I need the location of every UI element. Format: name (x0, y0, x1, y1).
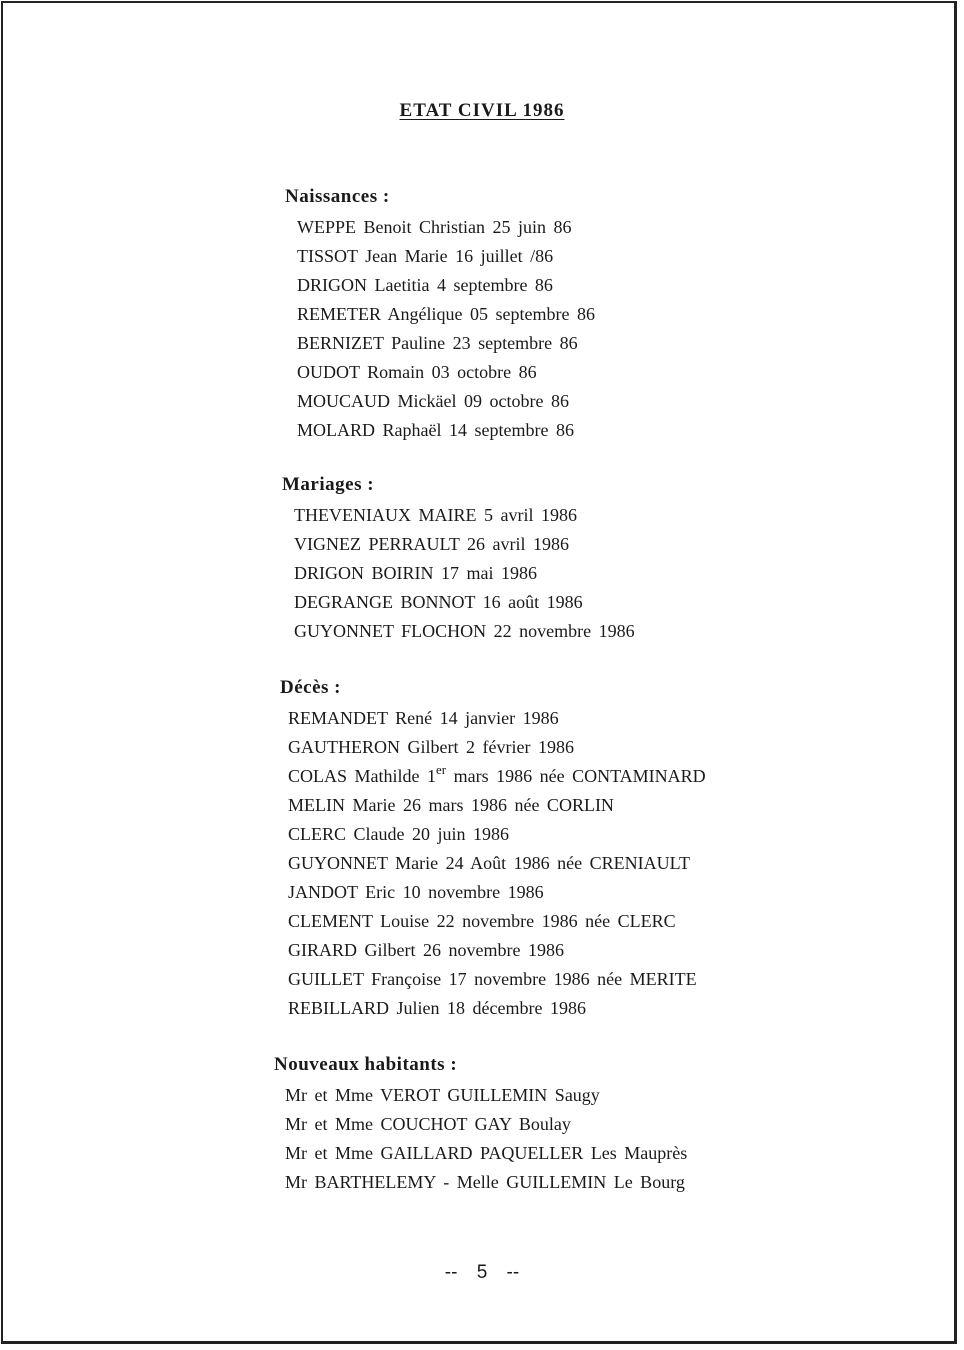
section-mariages (282, 474, 635, 646)
marriage-entry: DRIGON BOIRIN 17 mai 1986 (294, 563, 537, 583)
death-entry: GUYONNET Marie 24 Août 1986 née CRENIAULT (288, 853, 690, 873)
resident-entry: Mr et Mme GAILLARD PAQUELLER Les Mauprès (285, 1143, 688, 1163)
entries-mariages (282, 501, 635, 646)
birth-entry: WEPPE Benoit Christian 25 juin 86 (297, 217, 572, 237)
marriage-entry: GUYONNET FLOCHON 22 novembre 1986 (294, 621, 635, 641)
resident-entry: Mr BARTHELEMY - Melle GUILLEMIN Le Bourg (285, 1172, 685, 1192)
section-heading-deces: Décès : (280, 677, 341, 698)
marriage-entry: THEVENIAUX MAIRE 5 avril 1986 (294, 505, 577, 525)
death-entry: CLERC Claude 20 juin 1986 (288, 824, 509, 844)
entries-deces (280, 704, 706, 1023)
resident-entry: Mr et Mme COUCHOT GAY Boulay (285, 1114, 571, 1134)
birth-entry: MOUCAUD Mickäel 09 octobre 86 (297, 391, 569, 411)
death-entry (288, 762, 706, 791)
death-entry: GIRARD Gilbert 26 novembre 1986 (288, 940, 564, 960)
death-entry: GUILLET Françoise 17 novembre 1986 née MERITE (288, 969, 697, 989)
section-heading-naissances: Naissances : (285, 186, 390, 207)
marriage-entry: DEGRANGE BONNOT 16 août 1986 (294, 592, 583, 612)
document-title: ETAT CIVIL 1986 (399, 100, 565, 121)
death-entry: CLEMENT Louise 22 novembre 1986 née CLERC (288, 911, 676, 931)
section-deces (280, 677, 706, 1023)
section-nouveaux-habitants (274, 1054, 687, 1197)
birth-entry: TISSOT Jean Marie 16 juillet /86 (297, 246, 554, 266)
section-naissances (285, 186, 595, 445)
birth-entry: OUDOT Romain 03 octobre 86 (297, 362, 537, 382)
death-entry: GAUTHERON Gilbert 2 février 1986 (288, 737, 574, 757)
birth-entry: REMETER Angélique 05 septembre 86 (297, 304, 595, 324)
death-entry: JANDOT Eric 10 novembre 1986 (288, 882, 544, 902)
death-entry: REBILLARD Julien 18 décembre 1986 (288, 998, 586, 1018)
entries-naissances (285, 213, 595, 445)
birth-entry: BERNIZET Pauline 23 septembre 86 (297, 333, 578, 353)
death-entry-text-before: COLAS Mathilde 1 (288, 766, 436, 786)
section-heading-mariages: Mariages : (282, 474, 375, 495)
ordinal-superscript: er (436, 762, 447, 777)
birth-entry: DRIGON Laetitia 4 septembre 86 (297, 275, 553, 295)
page-number: -- 5 -- (444, 1262, 520, 1283)
death-entry: MELIN Marie 26 mars 1986 née CORLIN (288, 795, 614, 815)
marriage-entry: VIGNEZ PERRAULT 26 avril 1986 (294, 534, 569, 554)
death-entry: REMANDET René 14 janvier 1986 (288, 708, 559, 728)
resident-entry: Mr et Mme VEROT GUILLEMIN Saugy (285, 1085, 600, 1105)
entries-nouveaux-habitants (274, 1081, 687, 1197)
death-entry-text-after: mars 1986 née CONTAMINARD (446, 766, 706, 786)
section-heading-nouveaux-habitants: Nouveaux habitants : (274, 1054, 458, 1075)
birth-entry: MOLARD Raphaël 14 septembre 86 (297, 420, 574, 440)
